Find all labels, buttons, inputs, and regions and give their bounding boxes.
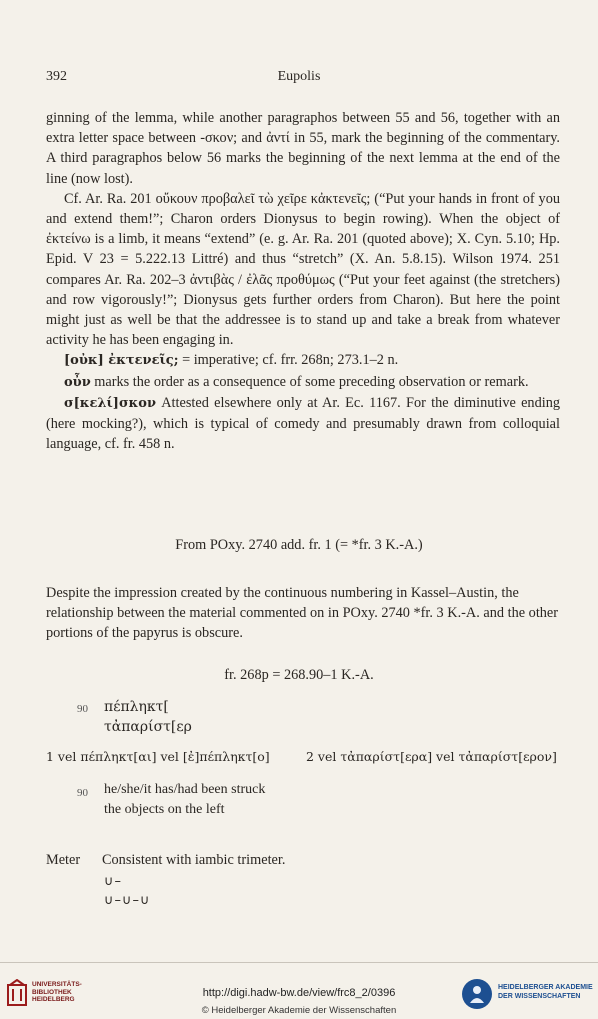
academy-logo-icon (462, 979, 492, 1009)
paragraph-3 (46, 350, 560, 371)
permalink-url[interactable]: http://digi.hadw-bw.de/view/frc8_2/0396 (202, 987, 396, 999)
page-number: 392 (46, 69, 67, 84)
translation-line-2: the objects on the left (104, 802, 225, 817)
lemma: σ[κελί]σκον (64, 395, 156, 411)
page-footer (0, 962, 598, 1019)
paragraph-text: marks the order as a consequence of some preceding observation or remark. (90, 373, 529, 390)
copyright-notice: © Heidelberger Akademie der Wissenschaften (201, 1005, 397, 1016)
greek-line-number: 90 (77, 703, 88, 715)
paragraph-text: = imperative; cf. frr. 268n; 273.1–2 n. (178, 352, 399, 369)
lemma: οὖν (64, 374, 91, 390)
greek-line-1: πέπληκτ[ (104, 699, 169, 715)
logo-line: HEIDELBERGER AKADEMIE (498, 984, 593, 991)
fragment-heading: fr. 268p = 268.90–1 K.-A. (224, 667, 374, 683)
greek-line-2: τἀπαρίστ[ερ (104, 719, 192, 735)
running-title: Eupolis (277, 69, 321, 84)
logo-line: BIBLIOTHEK (32, 988, 72, 996)
meter-scheme-2: ∪–∪–∪ (104, 893, 151, 908)
paragraph-2: Cf. Ar. Ra. 201 οὔκουν προβαλεῖ τὼ χεῖρε κἀκτενεῖς; (“Put your hands in front of you and extend them!”; Charon orders Dionysus to begin rowing). When the object of ἐκτείνω is a limb, it means “extend” (e. g. Ar. Ra. 201 (quoted above); X. Cyn. 5.10; Hp. Epid. V 23 = 5.222.13 Littré) and thus “stretch” (X. An. 5.8.15). Wilson 1974. 251 compares Ar. Ra. 202–3 ἀντιβὰς / ἐλᾶς προθύμως (“Put your feet against (the stretchers) and row vigorously!”; Dionysus gets further orders from Charon). But here the point might just as well be that the addressee is to stand up and take a break from whatever activity he has been engaging in. (46, 190, 560, 349)
paragraph-text: Attested elsewhere only at Ar. Ec. 1167. For the diminutive ending (here mocking?), which is typical of comedy and presumably drawn from colloquial language, cf. fr. 458 n. (46, 394, 560, 453)
paragraph-5 (46, 393, 560, 455)
commentary-body (46, 108, 560, 454)
meter-label: Meter (46, 852, 81, 868)
apparatus-left: 1 vel πέπληκτ[αι] vel [ἐ]πέπληκτ[ο] (46, 749, 270, 764)
logo-line: UNIVERSITÄTS- (32, 981, 82, 988)
lemma: [οὐκ] ἐκτενεῖς; (64, 353, 179, 369)
paragraph-4 (46, 372, 560, 393)
academy-name (498, 983, 593, 1001)
academy-logo-icon (462, 979, 492, 1009)
section-heading: From POxy. 2740 add. fr. 1 (= *fr. 3 K.-A.) (175, 537, 423, 553)
logo-line: DER WISSENSCHAFTEN (498, 993, 581, 1000)
apparatus-right: 2 vel τἀπαρίστ[ερα] vel τἀπαρίστ[ερον] (306, 749, 557, 764)
paragraph-despite: Despite the impression created by the continuous numbering in Kassel–Austin, the relationship between the material commented on in POxy. 2740 *fr. 3 K.-A. and the other portions of the papyrus is obscure. (46, 585, 559, 642)
paragraph-1: ginning of the lemma, while another paragraphos between 55 and 56, together with an extra letter space between -σκον; and ἀντί in 55, mark the beginning of the commentary. A third paragraphos below 56 marks the beginning of the next lemma at the end of the line (now lost). (46, 110, 560, 187)
meter-scheme-1: ∪– (104, 874, 123, 889)
logo-line: HEIDELBERG (32, 996, 75, 1003)
translation-line-1: he/she/it has/had been struck (104, 782, 266, 797)
meter-text: Consistent with iambic trimeter. (102, 852, 286, 868)
translation-line-number: 90 (77, 787, 88, 799)
